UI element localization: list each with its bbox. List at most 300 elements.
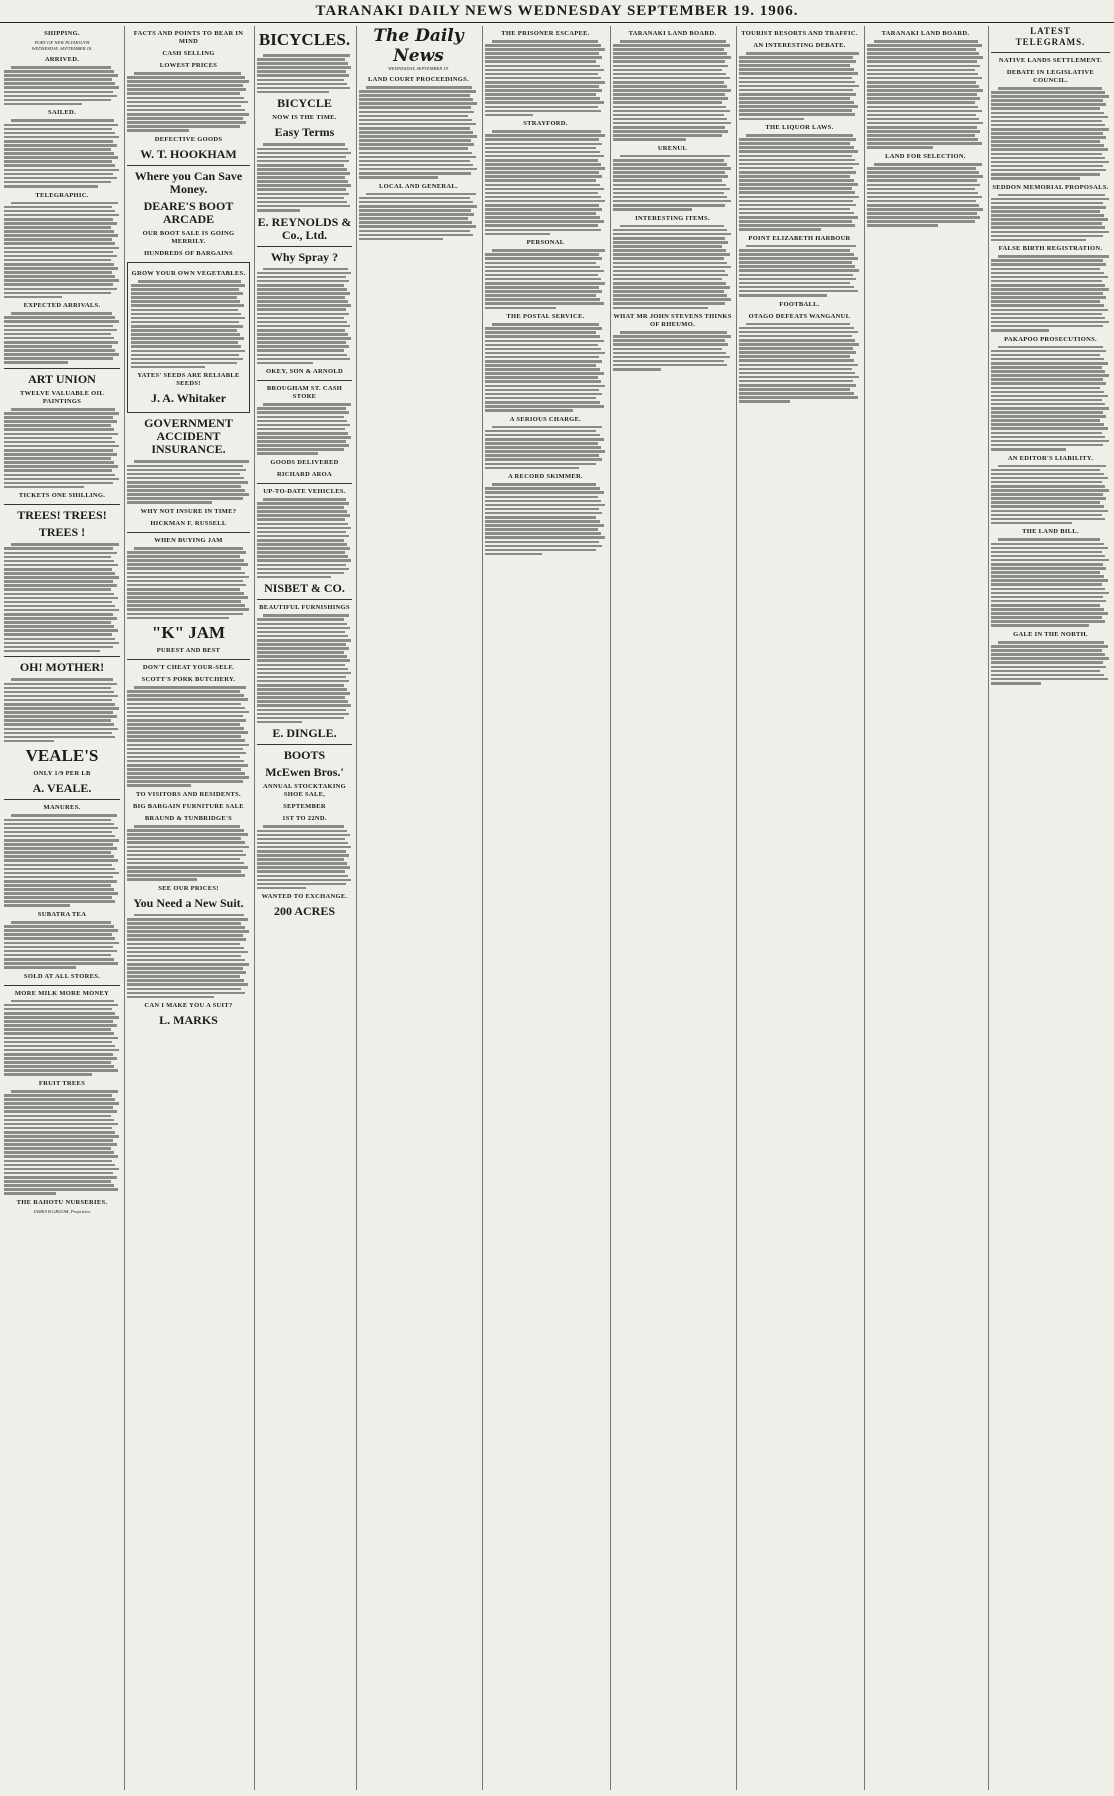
text-line <box>739 253 854 256</box>
text-line <box>4 966 76 969</box>
text-line <box>359 139 471 142</box>
text-line <box>867 56 983 59</box>
text-line <box>613 60 725 63</box>
text-line <box>991 153 1102 156</box>
text-line <box>4 160 112 163</box>
text-line <box>127 92 240 95</box>
text-line <box>991 354 1100 357</box>
text-line <box>4 831 112 834</box>
text-line <box>4 1049 119 1052</box>
text-line <box>127 76 245 79</box>
text-block <box>257 54 352 93</box>
text-line <box>991 317 1105 320</box>
text-line <box>4 288 117 291</box>
text-line <box>4 486 84 489</box>
text-line <box>4 888 114 891</box>
text-line <box>485 175 602 178</box>
text-line <box>4 552 117 555</box>
text-line <box>4 156 118 159</box>
text-line <box>867 97 980 100</box>
text-line <box>867 224 938 227</box>
text-line <box>4 711 113 714</box>
text-block <box>991 87 1110 180</box>
text-line <box>4 1164 115 1167</box>
text-block <box>867 40 984 149</box>
text-line <box>991 391 1104 394</box>
text-line <box>991 395 1108 398</box>
text-line <box>4 325 113 328</box>
text-line <box>4 437 112 440</box>
text-line <box>613 179 722 182</box>
text-line <box>127 971 246 974</box>
annual-heading: ANNUAL STOCKTAKING SHOE SALE, <box>263 783 346 799</box>
text-line <box>998 346 1103 349</box>
text-line <box>613 138 686 141</box>
text-line <box>4 482 113 485</box>
text-line <box>127 947 244 950</box>
text-line <box>991 116 1108 119</box>
text-line <box>485 545 602 548</box>
text-line <box>620 155 729 158</box>
text-line <box>991 436 1105 439</box>
text-line <box>4 1037 118 1040</box>
text-line <box>739 77 852 80</box>
text-line <box>613 302 725 305</box>
text-line <box>11 202 118 205</box>
text-line <box>867 118 979 121</box>
text-line <box>257 354 347 357</box>
text-line <box>127 764 248 767</box>
text-line <box>127 493 249 496</box>
text-line <box>257 866 350 869</box>
text-line <box>359 147 468 150</box>
text-line <box>867 110 982 113</box>
text-line <box>127 829 244 832</box>
text-line <box>485 467 579 470</box>
text-line <box>4 140 113 143</box>
text-line <box>485 216 600 219</box>
text-line <box>127 841 245 844</box>
text-line <box>4 1131 115 1134</box>
text-line <box>991 95 1109 98</box>
text-line <box>257 830 347 833</box>
text-line <box>867 188 975 191</box>
text-line <box>485 352 605 355</box>
see-prices-heading: SEE OUR PRICES! <box>158 884 219 892</box>
text-line <box>739 101 854 104</box>
text-line <box>4 218 113 221</box>
text-line <box>257 349 344 352</box>
text-line <box>4 78 112 81</box>
land-board-heading: TARANAKI LAND BOARD. <box>628 30 717 37</box>
text-line <box>359 217 468 220</box>
text-block <box>613 40 732 141</box>
text-line <box>257 337 351 340</box>
text-block <box>485 323 606 412</box>
text-line <box>613 171 725 174</box>
text-line <box>4 929 118 932</box>
text-line <box>4 341 118 344</box>
text-line <box>4 279 119 282</box>
text-line <box>4 1168 119 1171</box>
text-line <box>127 870 241 873</box>
text-line <box>991 239 1086 242</box>
text-line <box>263 268 349 271</box>
text-line <box>485 360 602 363</box>
text-line <box>739 294 827 297</box>
text-line <box>991 555 1105 558</box>
text-line <box>4 1024 117 1027</box>
text-line <box>867 93 977 96</box>
text-block <box>4 202 120 299</box>
text-line <box>257 424 350 427</box>
text-line <box>485 496 598 499</box>
text-block <box>127 547 250 619</box>
text-line <box>131 345 241 348</box>
text-line <box>739 216 858 219</box>
text-line <box>4 819 111 822</box>
text-line <box>359 152 472 155</box>
text-line <box>739 68 854 71</box>
text-line <box>257 148 348 151</box>
text-line <box>11 1000 114 1003</box>
text-line <box>359 127 470 130</box>
text-line <box>991 362 1108 365</box>
text-block <box>4 408 120 488</box>
text-block <box>991 641 1110 685</box>
strayford-heading: STRAYFORD. <box>523 120 568 128</box>
text-line <box>4 329 117 332</box>
text-line <box>131 292 243 295</box>
text-line <box>257 523 348 526</box>
text-line <box>127 744 249 747</box>
text-line <box>134 686 246 689</box>
text-line <box>991 624 1089 627</box>
text-line <box>359 221 472 224</box>
text-line <box>127 983 248 986</box>
text-line <box>991 682 1041 685</box>
text-line <box>257 559 351 562</box>
prisoner-heading: THE PRISONER ESCAPEE. <box>501 30 590 37</box>
text-line <box>4 185 98 188</box>
text-block <box>4 1000 120 1076</box>
shipping-date: WEDNESDAY, SEPTEMBER 18. <box>31 46 93 51</box>
text-line <box>263 54 350 57</box>
text-line <box>739 347 853 350</box>
text-line <box>485 106 598 109</box>
text-line <box>4 461 114 464</box>
text-line <box>613 163 727 166</box>
sept-heading: SEPTEMBER <box>283 803 326 811</box>
text-line <box>867 184 980 187</box>
text-line <box>613 184 726 187</box>
editorial-date: WEDNESDAY, SEPTEMBER 19. <box>388 66 449 71</box>
text-line <box>4 851 111 854</box>
text-line <box>257 842 348 845</box>
text-line <box>263 614 349 617</box>
text-line <box>257 721 302 724</box>
text-line <box>257 209 300 212</box>
text-line <box>4 625 114 628</box>
text-line <box>485 171 599 174</box>
text-line <box>485 500 601 503</box>
text-line <box>359 131 473 134</box>
text-line <box>991 645 1108 648</box>
text-line <box>257 411 349 414</box>
text-line <box>991 415 1106 418</box>
text-line <box>257 160 349 163</box>
text-line <box>485 188 604 191</box>
text-line <box>991 497 1106 500</box>
text-line <box>991 165 1103 168</box>
text-line <box>739 159 855 162</box>
text-line <box>613 167 731 170</box>
text-line <box>485 101 604 104</box>
text-line <box>4 478 119 481</box>
text-line <box>485 73 598 76</box>
text-line <box>485 385 605 388</box>
text-line <box>991 268 1100 271</box>
text-line <box>4 1004 118 1007</box>
spray-heading: Why Spray ? <box>270 249 339 264</box>
lowest-heading: LOWEST PRICES <box>159 62 218 69</box>
text-line <box>4 353 119 356</box>
text-line <box>485 266 600 269</box>
text-line <box>127 125 240 128</box>
text-line <box>867 204 979 207</box>
text-line <box>485 331 596 334</box>
text-line <box>739 224 855 227</box>
text-line <box>4 728 118 731</box>
text-line <box>4 650 100 653</box>
trees-heading-2: TREES ! <box>38 525 86 540</box>
text-line <box>257 887 306 890</box>
text-line <box>257 531 346 534</box>
text-line <box>991 325 1103 328</box>
text-line <box>613 298 731 301</box>
text-line <box>359 209 471 212</box>
rheumo-heading: WHAT MR JOHN STEVENS THINKS OF RHEUMO. <box>613 313 732 329</box>
text-line <box>257 506 344 509</box>
text-line <box>485 298 600 301</box>
text-line <box>257 883 346 886</box>
text-line <box>613 270 725 273</box>
text-line <box>991 272 1104 275</box>
text-line <box>739 274 853 277</box>
text-line <box>257 304 351 307</box>
text-line <box>359 135 477 138</box>
column-4 <box>356 26 480 1790</box>
text-line <box>485 549 596 552</box>
text-line <box>359 106 471 109</box>
text-line <box>991 522 1072 525</box>
text-line <box>867 175 983 178</box>
text-line <box>991 358 1104 361</box>
text-line <box>131 354 239 357</box>
text-line <box>257 651 344 654</box>
text-line <box>739 183 858 186</box>
text-block <box>991 465 1110 525</box>
text-line <box>485 397 596 400</box>
text-line <box>127 477 244 480</box>
text-line <box>257 672 351 675</box>
text-line <box>867 48 976 51</box>
text-line <box>613 126 725 129</box>
text-line <box>257 333 348 336</box>
text-line <box>613 356 730 359</box>
text-line <box>4 263 114 266</box>
harbour-heading: POINT ELIZABETH HARBOUR <box>748 234 851 242</box>
text-line <box>359 172 471 175</box>
text-line <box>257 407 346 410</box>
text-line <box>998 641 1104 644</box>
text-line <box>257 684 344 687</box>
text-line <box>739 72 858 75</box>
text-line <box>991 132 1103 135</box>
wanted-heading: WANTED TO EXCHANGE. <box>261 893 348 901</box>
text-line <box>867 69 975 72</box>
text-line <box>127 101 248 104</box>
text-line <box>739 335 852 338</box>
text-line <box>257 432 348 435</box>
text-line <box>485 81 605 84</box>
text-line <box>613 343 728 346</box>
text-line <box>485 434 600 437</box>
text-line <box>867 167 976 170</box>
text-block <box>991 538 1110 627</box>
govt-insurance-heading: GOVERNMENT ACCIDENT INSURANCE. <box>144 416 233 457</box>
text-line <box>991 444 1103 447</box>
text-line <box>4 247 119 250</box>
otago-heading: OTAGO DEFEATS WANGANUI. <box>748 312 851 320</box>
text-line <box>257 692 350 695</box>
text-line <box>257 870 345 873</box>
new-suit-heading: You Need a New Suit. <box>133 895 244 910</box>
text-line <box>991 501 1100 504</box>
text-line <box>991 263 1106 266</box>
acres-heading: 200 ACRES <box>273 904 335 919</box>
text-line <box>257 564 346 567</box>
text-line <box>485 389 599 392</box>
text-line <box>613 348 722 351</box>
text-line <box>991 423 1104 426</box>
text-line <box>11 921 111 924</box>
pakapoo-heading: PAKAPOO PROSECUTIONS. <box>1004 335 1097 343</box>
football-heading: FOOTBALL. <box>779 300 820 308</box>
text-line <box>4 715 117 718</box>
text-line <box>613 360 724 363</box>
text-line <box>127 703 241 706</box>
text-line <box>127 934 243 937</box>
text-line <box>127 80 249 83</box>
text-line <box>739 286 854 289</box>
text-line <box>257 87 350 90</box>
text-line <box>257 452 318 455</box>
text-line <box>739 343 859 346</box>
text-line <box>991 169 1106 172</box>
text-line <box>991 235 1103 238</box>
latest-heading: LATEST <box>1030 26 1071 36</box>
text-line <box>613 122 731 125</box>
text-block <box>4 543 120 652</box>
text-line <box>991 583 1102 586</box>
text-line <box>485 155 604 158</box>
text-line <box>11 1090 118 1093</box>
text-line <box>359 94 470 97</box>
text-line <box>867 106 978 109</box>
text-line <box>131 309 238 312</box>
text-line <box>4 719 111 722</box>
text-line <box>257 272 351 275</box>
shipping-heading: SHIPPING. <box>44 30 80 37</box>
serious-charge-heading: A SERIOUS CHARGE. <box>509 415 582 423</box>
text-line <box>485 212 596 215</box>
text-line <box>257 854 349 857</box>
text-line <box>127 768 241 771</box>
text-line <box>485 278 601 281</box>
text-line <box>131 358 243 361</box>
text-line <box>127 776 249 779</box>
text-line <box>257 358 350 361</box>
text-line <box>359 160 470 163</box>
text-line <box>4 1069 118 1072</box>
text-line <box>613 65 728 68</box>
sailed-heading: SAILED. <box>48 109 76 117</box>
text-line <box>4 164 115 167</box>
text-line <box>998 87 1102 90</box>
marks-heading: L. MARKS <box>159 1013 218 1028</box>
text-line <box>257 300 348 303</box>
text-line <box>257 700 348 703</box>
text-line <box>257 180 348 183</box>
text-line <box>613 278 722 281</box>
text-block <box>4 678 120 742</box>
text-line <box>485 524 604 527</box>
text-block <box>4 1090 120 1195</box>
text-line <box>613 200 731 203</box>
text-line <box>127 874 245 877</box>
text-line <box>485 93 596 96</box>
text-line <box>127 613 243 616</box>
text-line <box>127 690 240 693</box>
text-line <box>991 226 1105 229</box>
text-line <box>991 112 1104 115</box>
text-line <box>991 543 1104 546</box>
text-block <box>257 825 352 889</box>
text-line <box>127 979 244 982</box>
text-line <box>257 717 344 720</box>
text-line <box>131 300 240 303</box>
text-line <box>739 208 850 211</box>
text-line <box>739 118 804 121</box>
text-line <box>4 242 115 245</box>
text-line <box>867 138 978 141</box>
text-line <box>485 553 542 556</box>
text-line <box>127 698 248 701</box>
text-line <box>4 954 111 957</box>
text-line <box>613 307 708 310</box>
text-line <box>11 119 114 122</box>
text-line <box>739 282 850 285</box>
text-line <box>4 1143 117 1146</box>
purest-heading: PUREST AND BEST <box>156 647 221 655</box>
reynolds-heading: E. REYNOLDS & Co., Ltd. <box>257 214 352 242</box>
text-line <box>131 333 240 336</box>
text-line <box>4 271 112 274</box>
text-line <box>257 576 331 579</box>
text-line <box>4 1045 115 1048</box>
text-line <box>4 880 117 883</box>
